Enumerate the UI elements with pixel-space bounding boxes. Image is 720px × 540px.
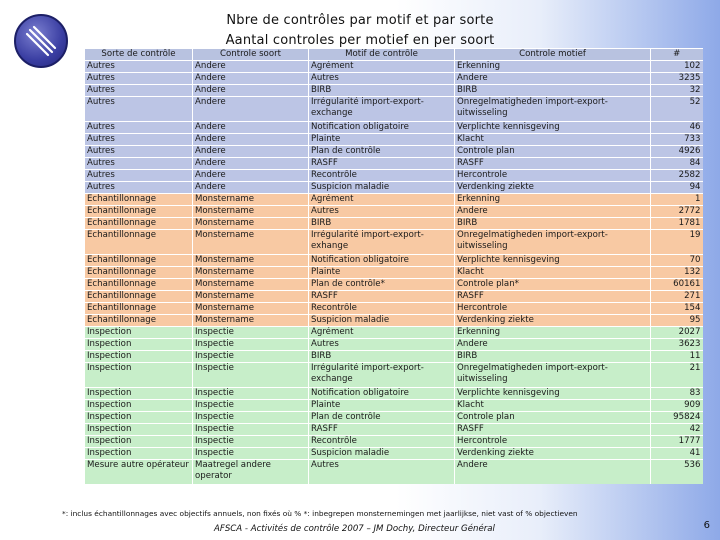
motief-cell: Verplichte kennisgeving (455, 388, 651, 400)
sorte-cell: Echantillonnage (85, 279, 193, 291)
table-row (85, 400, 703, 412)
count-cell: 42 (651, 424, 703, 436)
motif-cell: Plainte (309, 134, 455, 146)
motif-cell: Agrément (309, 194, 455, 206)
count-cell: 70 (651, 255, 703, 267)
table-row (85, 327, 703, 339)
motief-cell: Controle plan (455, 412, 651, 424)
count-cell: 154 (651, 303, 703, 315)
soort-cell: Monstername (193, 194, 309, 206)
soort-cell: Inspectie (193, 363, 309, 388)
soort-cell: Andere (193, 134, 309, 146)
motief-cell: Onregelmatigheden import-export-uitwisseling (455, 97, 651, 122)
motief-cell: Andere (455, 206, 651, 218)
motif-cell: Plainte (309, 267, 455, 279)
count-cell: 41 (651, 448, 703, 460)
sorte-cell: Echantillonnage (85, 218, 193, 230)
sorte-cell: Inspection (85, 363, 193, 388)
table-row (85, 255, 703, 267)
motief-cell: Verdenking ziekte (455, 182, 651, 194)
footnote: *: inclus échantillonnages avec objectifs annuels, non fixés où % *: inbegrepen monsternemingen met jaarlijkse, niet vast of % objectieven (62, 509, 578, 518)
motif-cell: Agrément (309, 327, 455, 339)
sorte-cell: Autres (85, 158, 193, 170)
soort-cell: Andere (193, 158, 309, 170)
slide-title-nl: Aantal controles per motief en per soort (225, 33, 495, 48)
sorte-cell: Autres (85, 170, 193, 182)
motief-cell: Erkenning (455, 327, 651, 339)
motief-cell: Verplichte kennisgeving (455, 255, 651, 267)
soort-cell: Monstername (193, 218, 309, 230)
soort-cell: Andere (193, 182, 309, 194)
motief-cell: Controle plan* (455, 279, 651, 291)
count-cell: 83 (651, 388, 703, 400)
count-cell: 1 (651, 194, 703, 206)
motif-cell: Plan de contrôle (309, 146, 455, 158)
motief-cell: Andere (455, 460, 651, 485)
sorte-cell: Echantillonnage (85, 315, 193, 327)
sorte-cell: Echantillonnage (85, 255, 193, 267)
count-cell: 84 (651, 158, 703, 170)
table-row (85, 146, 703, 158)
sorte-cell: Echantillonnage (85, 194, 193, 206)
motief-cell: Klacht (455, 267, 651, 279)
soort-cell: Inspectie (193, 339, 309, 351)
motief-cell: BIRB (455, 218, 651, 230)
count-cell: 95824 (651, 412, 703, 424)
table-row (85, 424, 703, 436)
motif-cell: Suspicion maladie (309, 448, 455, 460)
motief-cell: Erkenning (455, 61, 651, 73)
count-cell: 733 (651, 134, 703, 146)
count-cell: 60161 (651, 279, 703, 291)
sorte-cell: Autres (85, 61, 193, 73)
soort-cell: Inspectie (193, 327, 309, 339)
sorte-cell: Inspection (85, 400, 193, 412)
sorte-cell: Echantillonnage (85, 291, 193, 303)
column-header: Motif de contrôle (309, 49, 455, 61)
motif-cell: Notification obligatoire (309, 388, 455, 400)
motief-cell: Klacht (455, 400, 651, 412)
sorte-cell: Inspection (85, 351, 193, 363)
motief-cell: Verplichte kennisgeving (455, 122, 651, 134)
count-cell: 3623 (651, 339, 703, 351)
table-row (85, 448, 703, 460)
motif-cell: Plan de contrôle* (309, 279, 455, 291)
motif-cell: Autres (309, 339, 455, 351)
motif-cell: Autres (309, 206, 455, 218)
soort-cell: Andere (193, 85, 309, 97)
motif-cell: Recontrôle (309, 303, 455, 315)
motief-cell: Hercontrole (455, 303, 651, 315)
soort-cell: Inspectie (193, 424, 309, 436)
motif-cell: Autres (309, 73, 455, 85)
table-row (85, 303, 703, 315)
soort-cell: Monstername (193, 279, 309, 291)
motif-cell: Irrégularité import-export-exchange (309, 363, 455, 388)
motif-cell: Plan de contrôle (309, 412, 455, 424)
sorte-cell: Inspection (85, 412, 193, 424)
table-row (85, 218, 703, 230)
count-cell: 132 (651, 267, 703, 279)
motif-cell: Irrégularité import-export-exchange (309, 97, 455, 122)
table-row (85, 388, 703, 400)
sorte-cell: Autres (85, 122, 193, 134)
motief-cell: BIRB (455, 351, 651, 363)
motief-cell: RASFF (455, 291, 651, 303)
count-cell: 2582 (651, 170, 703, 182)
count-cell: 2027 (651, 327, 703, 339)
count-cell: 94 (651, 182, 703, 194)
sorte-cell: Inspection (85, 436, 193, 448)
soort-cell: Maatregel andere operator (193, 460, 309, 485)
soort-cell: Monstername (193, 303, 309, 315)
table-row (85, 363, 703, 388)
motief-cell: RASFF (455, 158, 651, 170)
page-number: 6 (703, 520, 710, 531)
sorte-cell: Inspection (85, 448, 193, 460)
soort-cell: Monstername (193, 230, 309, 255)
table-row (85, 460, 703, 485)
motief-cell: Hercontrole (455, 170, 651, 182)
count-cell: 2772 (651, 206, 703, 218)
table-row (85, 182, 703, 194)
sorte-cell: Autres (85, 182, 193, 194)
sorte-cell: Echantillonnage (85, 206, 193, 218)
count-cell: 909 (651, 400, 703, 412)
motif-cell: Suspicion maladie (309, 182, 455, 194)
count-cell: 21 (651, 363, 703, 388)
column-header: Controle motief (455, 49, 651, 61)
sorte-cell: Inspection (85, 339, 193, 351)
sorte-cell: Autres (85, 73, 193, 85)
slide-title-fr: Nbre de contrôles par motif et par sorte (226, 13, 494, 28)
motief-cell: Onregelmatigheden import-export-uitwisseling (455, 363, 651, 388)
soort-cell: Andere (193, 61, 309, 73)
sorte-cell: Inspection (85, 424, 193, 436)
motif-cell: RASFF (309, 158, 455, 170)
sorte-cell: Echantillonnage (85, 230, 193, 255)
count-cell: 19 (651, 230, 703, 255)
count-cell: 536 (651, 460, 703, 485)
table-row (85, 291, 703, 303)
motif-cell: Recontrôle (309, 436, 455, 448)
table-row (85, 339, 703, 351)
table-row (85, 194, 703, 206)
motif-cell: BIRB (309, 85, 455, 97)
table-row (85, 279, 703, 291)
count-cell: 3235 (651, 73, 703, 85)
table-row (85, 170, 703, 182)
motif-cell: RASFF (309, 291, 455, 303)
column-header: # (651, 49, 703, 61)
count-cell: 271 (651, 291, 703, 303)
soort-cell: Andere (193, 170, 309, 182)
count-cell: 102 (651, 61, 703, 73)
sorte-cell: Inspection (85, 327, 193, 339)
motif-cell: BIRB (309, 218, 455, 230)
count-cell: 11 (651, 351, 703, 363)
soort-cell: Andere (193, 97, 309, 122)
table-row (85, 73, 703, 85)
motif-cell: BIRB (309, 351, 455, 363)
soort-cell: Andere (193, 146, 309, 158)
soort-cell: Inspectie (193, 412, 309, 424)
motief-cell: Hercontrole (455, 436, 651, 448)
soort-cell: Andere (193, 122, 309, 134)
table-row (85, 436, 703, 448)
motif-cell: RASFF (309, 424, 455, 436)
motief-cell: BIRB (455, 85, 651, 97)
soort-cell: Inspectie (193, 436, 309, 448)
motief-cell: Verdenking ziekte (455, 448, 651, 460)
motif-cell: Suspicion maladie (309, 315, 455, 327)
motief-cell: Erkenning (455, 194, 651, 206)
table-row (85, 206, 703, 218)
motif-cell: Notification obligatoire (309, 122, 455, 134)
count-cell: 95 (651, 315, 703, 327)
motif-cell: Plainte (309, 400, 455, 412)
sorte-cell: Mesure autre opérateur (85, 460, 193, 485)
table-row (85, 315, 703, 327)
soort-cell: Monstername (193, 206, 309, 218)
soort-cell: Monstername (193, 267, 309, 279)
motief-cell: Klacht (455, 134, 651, 146)
column-header: Sorte de contrôle (85, 49, 193, 61)
table-row (85, 230, 703, 255)
count-cell: 1777 (651, 436, 703, 448)
motief-cell: Andere (455, 73, 651, 85)
motief-cell: Onregelmatigheden import-export-uitwisseling (455, 230, 651, 255)
sorte-cell: Autres (85, 97, 193, 122)
motif-cell: Autres (309, 460, 455, 485)
slide-footer: AFSCA - Activités de contrôle 2007 – JM Dochy, Directeur Général (214, 524, 495, 534)
count-cell: 32 (651, 85, 703, 97)
count-cell: 52 (651, 97, 703, 122)
soort-cell: Monstername (193, 255, 309, 267)
soort-cell: Andere (193, 73, 309, 85)
table-row (85, 85, 703, 97)
sorte-cell: Autres (85, 146, 193, 158)
table-header-row (85, 49, 703, 61)
motif-cell: Notification obligatoire (309, 255, 455, 267)
motief-cell: Controle plan (455, 146, 651, 158)
soort-cell: Monstername (193, 291, 309, 303)
motief-cell: Andere (455, 339, 651, 351)
sorte-cell: Echantillonnage (85, 267, 193, 279)
motif-cell: Recontrôle (309, 170, 455, 182)
soort-cell: Inspectie (193, 448, 309, 460)
soort-cell: Inspectie (193, 400, 309, 412)
soort-cell: Monstername (193, 315, 309, 327)
column-header: Controle soort (193, 49, 309, 61)
motif-cell: Agrément (309, 61, 455, 73)
table-row (85, 61, 703, 73)
count-cell: 1781 (651, 218, 703, 230)
table-row (85, 412, 703, 424)
motif-cell: Irrégularité import-export-exhange (309, 230, 455, 255)
sorte-cell: Autres (85, 85, 193, 97)
table-row (85, 351, 703, 363)
count-cell: 4926 (651, 146, 703, 158)
table-row (85, 122, 703, 134)
count-cell: 46 (651, 122, 703, 134)
soort-cell: Inspectie (193, 388, 309, 400)
controls-table (84, 48, 703, 484)
table-row (85, 267, 703, 279)
soort-cell: Inspectie (193, 351, 309, 363)
sorte-cell: Autres (85, 134, 193, 146)
sorte-cell: Inspection (85, 388, 193, 400)
sorte-cell: Echantillonnage (85, 303, 193, 315)
motief-cell: Verdenking ziekte (455, 315, 651, 327)
motief-cell: RASFF (455, 424, 651, 436)
table-row (85, 97, 703, 122)
table-row (85, 158, 703, 170)
table-row (85, 134, 703, 146)
